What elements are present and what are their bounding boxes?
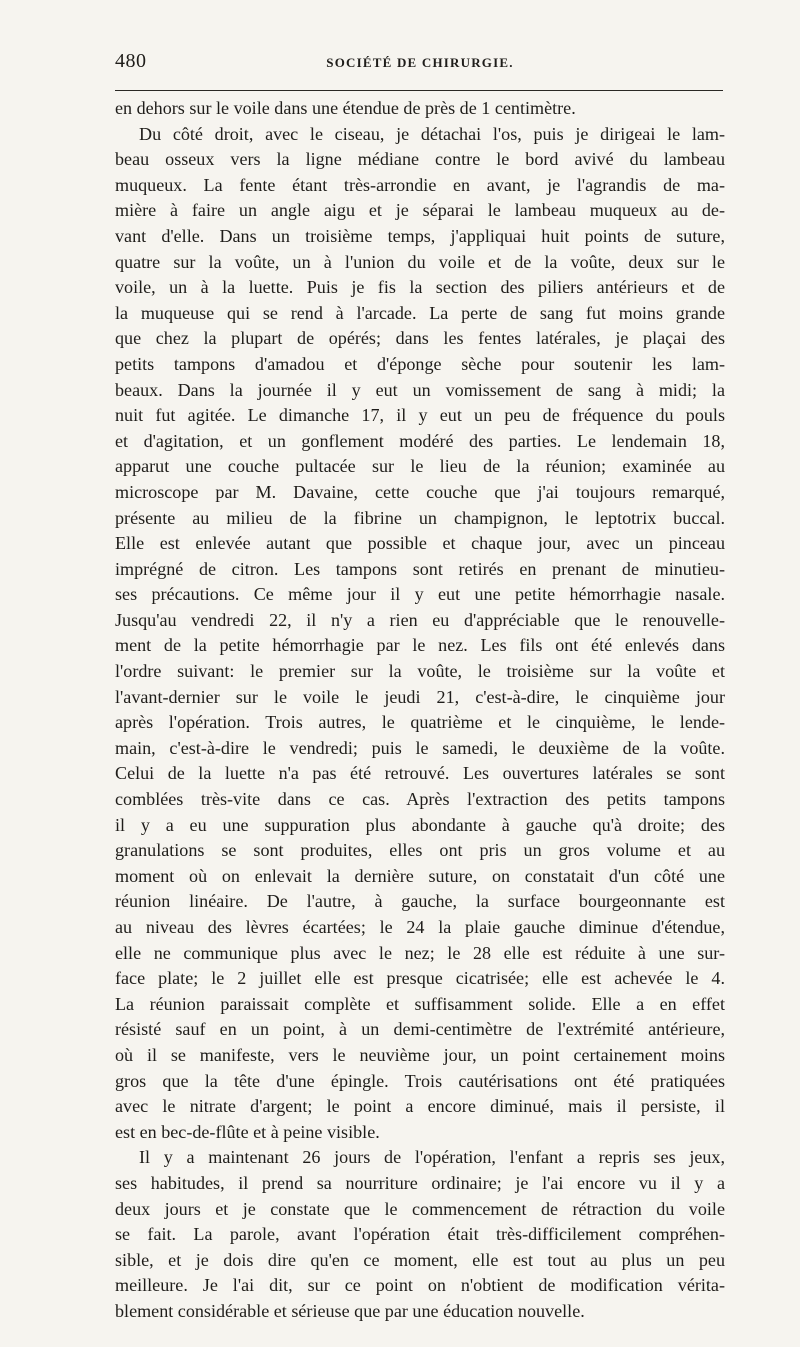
body-text: [115, 96, 725, 1325]
text-line: petits tampons d'amadou et d'éponge sèche pour soutenir les lam-: [115, 353, 725, 374]
text-line: ses habitudes, il prend sa nourriture ordinaire; je l'ai encore vu il y a: [115, 1172, 725, 1193]
page-header: [115, 50, 725, 80]
text-line: sible, et je dois dire qu'en ce moment, elle est tout au plus un peu: [115, 1249, 725, 1270]
text-line: Jusqu'au vendredi 22, il n'y a rien eu d'appréciable que le renouvelle-: [115, 609, 725, 630]
text-line: blement considérable et sérieuse que par une éducation nouvelle.: [115, 1300, 585, 1321]
text-line: après l'opération. Trois autres, le quatrième et le cinquième, le lende-: [115, 712, 725, 733]
text-line: avec le nitrate d'argent; le point a encore diminué, mais il persiste, il: [115, 1096, 725, 1117]
text-line: deux jours et je constate que le commencement de rétraction du voile: [115, 1198, 725, 1219]
text-line: se fait. La parole, avant l'opération était très-difficilement compréhen-: [115, 1224, 725, 1245]
text-line: muqueux. La fente étant très-arrondie en avant, je l'agrandis de ma-: [115, 174, 725, 195]
text-line: l'avant-dernier sur le voile le jeudi 21, c'est-à-dire, le cinquième jour: [115, 686, 725, 707]
text-line: Celui de la luette n'a pas été retrouvé. Les ouvertures latérales se sont: [115, 763, 725, 784]
header-rule: [115, 90, 723, 91]
text-line: au niveau des lèvres écartées; le 24 la plaie gauche diminue d'étendue,: [115, 917, 725, 937]
text-line: beau osseux vers la ligne médiane contre le bord avivé du lambeau: [115, 149, 725, 170]
text-line: résisté sauf en un point, à un demi-centimètre de l'extrémité antérieure,: [115, 1019, 725, 1040]
text-line: La réunion paraissait complète et suffisamment solide. Elle a en effet: [115, 993, 725, 1014]
text-line: granulations se sont produites, elles ont pris un gros volume et au: [115, 840, 725, 861]
text-line: main, c'est-à-dire le vendredi; puis le samedi, le deuxième de la voûte.: [115, 737, 725, 758]
text-line: où il se manifeste, vers le neuvième jour, un point certainement moins: [115, 1044, 725, 1065]
text-line: voile, un à la luette. Puis je fis la section des piliers antérieurs et de: [115, 277, 725, 298]
text-line: quatre sur la voûte, un à l'union du voile et de la voûte, deux sur le: [115, 251, 725, 272]
text-line: présente au milieu de la fibrine un champignon, le leptotrix buccal.: [115, 507, 725, 528]
text-line: réunion linéaire. De l'autre, à gauche, la surface bourgeonnante est: [115, 891, 725, 912]
text-line: nuit fut agitée. Le dimanche 17, il y eut un peu de fréquence du pouls: [115, 405, 725, 426]
text-line: mière à faire un angle aigu et je séparai le lambeau muqueux au de-: [115, 200, 725, 221]
text-line: imprégné de citron. Les tampons sont retirés en prenant de minutieu-: [115, 558, 725, 579]
text-line: la muqueuse qui se rend à l'arcade. La perte de sang fut moins grande: [115, 302, 725, 323]
text-line: meilleure. Je l'ai dit, sur ce point on n'obtient de modification vérita-: [115, 1275, 725, 1296]
text-line: Elle est enlevée autant que possible et chaque jour, avec un pinceau: [115, 533, 725, 554]
text-line: l'ordre suivant: le premier sur la voûte, le troisième sur la voûte et: [115, 661, 725, 682]
text-line: ses précautions. Ce même jour il y eut une petite hémorrhagie nasale.: [115, 584, 725, 605]
text-line: microscope par M. Davaine, cette couche que j'ai toujours remarqué,: [115, 481, 725, 502]
page-number: 480: [115, 50, 147, 72]
text-line: ment de la petite hémorrhagie par le nez. Les fils ont été enlevés dans: [115, 635, 725, 656]
text-line: elle ne communique plus avec le nez; le 28 elle est réduite à une sur-: [115, 942, 725, 963]
text-line: beaux. Dans la journée il y eut un vomissement de sang à midi; la: [115, 379, 725, 400]
text-line: comblées très-vite dans ce cas. Après l'extraction des petits tampons: [115, 789, 725, 810]
text-line: vant d'elle. Dans un troisième temps, j'appliquai huit points de suture,: [115, 225, 725, 246]
text-line: Il y a maintenant 26 jours de l'opération, l'enfant a repris ses jeux,: [139, 1147, 725, 1168]
text-line: est en bec-de-flûte et à peine visible.: [115, 1121, 380, 1142]
text-line: Du côté droit, avec le ciseau, je détachai l'os, puis je dirigeai le lam-: [139, 123, 725, 144]
text-line: moment où on enlevait la dernière suture, on constatait d'un côté une: [115, 865, 725, 886]
text-line: il y a eu une suppuration plus abondante à gauche qu'à droite; des: [115, 814, 725, 835]
running-head: SOCIÉTÉ DE CHIRURGIE.: [326, 55, 514, 70]
text-line: face plate; le 2 juillet elle est presque cicatrisée; elle est achevée le 4.: [115, 968, 725, 989]
text-line: en dehors sur le voile dans une étendue de près de 1 centimètre.: [115, 98, 576, 118]
text-line: que chez la plupart de opérés; dans les fentes latérales, je plaçai des: [115, 328, 725, 349]
text-line: apparut une couche pultacée sur le lieu de la réunion; examinée au: [115, 456, 725, 477]
text-line: gros que la tête d'une épingle. Trois cautérisations ont été pratiquées: [115, 1070, 725, 1091]
text-line: et d'agitation, et un gonflement modéré des parties. Le lendemain 18,: [115, 430, 725, 451]
